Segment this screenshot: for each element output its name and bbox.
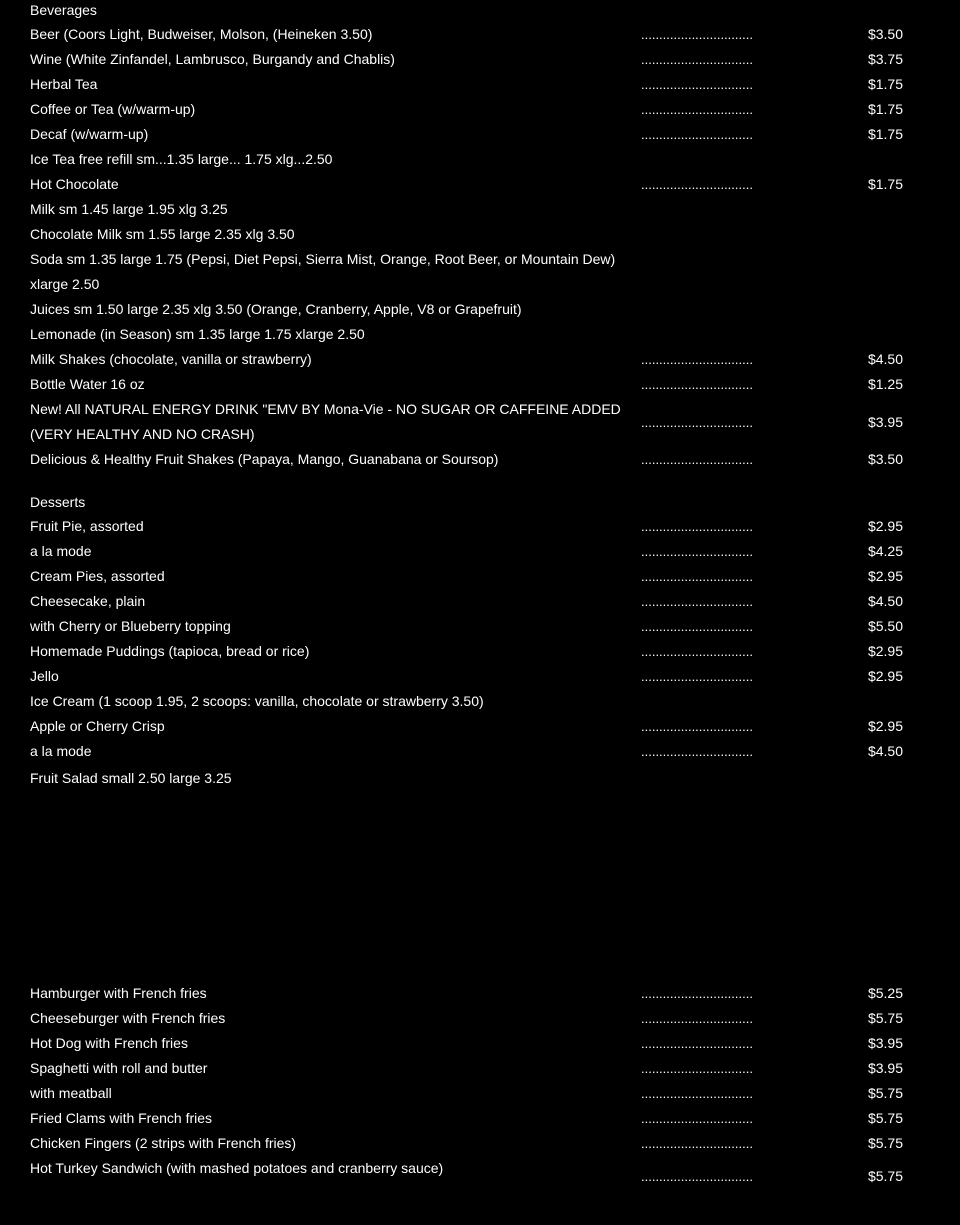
menu-item: [30, 72, 930, 97]
item-name: Spaghetti with roll and butter: [30, 1060, 208, 1076]
item-price: $3.95: [867, 1060, 903, 1076]
item-price: $2.95: [867, 668, 903, 684]
item-dots: ...............................: [641, 102, 753, 117]
menu-item: [30, 1056, 930, 1081]
item-dots: ...............................: [641, 452, 753, 467]
menu-item: [30, 689, 930, 714]
item-price: $4.50: [867, 593, 903, 609]
item-price: $1.25: [867, 376, 903, 392]
item-price: $5.75: [867, 1010, 903, 1026]
desserts-list: [30, 514, 930, 764]
item-price: $3.50: [867, 26, 903, 42]
menu-item: [30, 447, 930, 472]
menu-item: [30, 1006, 930, 1031]
item-dots: ...............................: [641, 1061, 753, 1076]
menu-item: [30, 539, 930, 564]
item-price: $4.25: [867, 543, 903, 559]
menu-item: [30, 122, 930, 147]
menu-item: [30, 1131, 930, 1156]
item-dots: ...............................: [641, 744, 753, 759]
menu-item: [30, 197, 930, 222]
item-dots: ...............................: [641, 414, 753, 430]
menu-item: [30, 97, 930, 122]
menu-item: [30, 22, 930, 47]
item-dots: ...............................: [641, 719, 753, 734]
item-dots: ...............................: [641, 569, 753, 584]
item-price: $1.75: [867, 101, 903, 117]
item-name: Homemade Puddings (tapioca, bread or rice): [30, 643, 310, 659]
item-dots: ...............................: [641, 669, 753, 684]
item-dots: ...............................: [641, 27, 753, 42]
item-price: $5.75: [867, 1168, 903, 1184]
item-price: $2.95: [867, 518, 903, 534]
desserts-section: [30, 492, 930, 764]
beverages-heading: Beverages: [30, 2, 97, 18]
item-dots: ...............................: [641, 594, 753, 609]
menu-item: [30, 172, 930, 197]
item-price: $1.75: [867, 76, 903, 92]
item-price: $5.25: [867, 985, 903, 1001]
menu-item: [30, 397, 930, 447]
beverages-section: [30, 0, 930, 472]
menu-item: [30, 222, 930, 247]
item-name: New! All NATURAL ENERGY DRINK "EMV BY Mona-Vie - NO SUGAR OR CAFFEINE ADDED (VERY HEALTHY AND NO CRASH): [30, 401, 621, 442]
item-dots: ...............................: [641, 519, 753, 534]
menu-item: [30, 639, 930, 664]
item-price: $3.95: [867, 413, 903, 430]
menu-item: [30, 322, 930, 347]
item-price: $5.75: [867, 1135, 903, 1151]
item-name: Fruit Pie, assorted: [30, 518, 144, 534]
menu-item: [30, 147, 930, 172]
item-name: Hot Chocolate: [30, 176, 119, 192]
item-name: Lemonade (in Season) sm 1.35 large 1.75 xlarge 2.50: [30, 326, 365, 342]
item-name: Fried Clams with French fries: [30, 1110, 213, 1126]
menu-item: [30, 739, 930, 764]
menu-item: [30, 247, 930, 272]
item-dots: ...............................: [641, 986, 753, 1001]
clipped-row-viewport: [0, 766, 960, 786]
item-name: Chicken Fingers (2 strips with French fries): [30, 1135, 297, 1151]
menu-item: [30, 347, 930, 372]
item-dots: ...............................: [641, 544, 753, 559]
item-name: a la mode: [30, 543, 92, 559]
item-dots: ...............................: [641, 1086, 753, 1101]
item-dots: ...............................: [641, 77, 753, 92]
item-name: Juices sm 1.50 large 2.35 xlg 3.50 (Orange, Cranberry, Apple, V8 or Grapefruit): [30, 301, 522, 317]
item-price: $1.75: [867, 176, 903, 192]
menu-item: [30, 564, 930, 589]
item-name: Hot Dog with French fries: [30, 1035, 188, 1051]
item-dots: ...............................: [641, 619, 753, 634]
item-dots: ...............................: [641, 352, 753, 367]
menu-item: [30, 614, 930, 639]
menu-item: [30, 514, 930, 539]
menu-item: [30, 1031, 930, 1056]
item-price: $3.75: [867, 51, 903, 67]
menu-item: [30, 47, 930, 72]
item-name-cut-off: Fruit Salad small 2.50 large 3.25: [30, 770, 232, 786]
item-name: Jello: [30, 668, 59, 684]
item-price: $4.50: [867, 743, 903, 759]
item-price: $3.50: [867, 451, 903, 467]
item-dots: ...............................: [641, 644, 753, 659]
item-dots: ...............................: [641, 1011, 753, 1026]
item-price: $2.95: [867, 718, 903, 734]
item-name: with Cherry or Blueberry topping: [30, 618, 231, 634]
item-name: Cream Pies, assorted: [30, 568, 165, 584]
item-price: $2.95: [867, 568, 903, 584]
item-price: $3.95: [867, 1035, 903, 1051]
item-name: with meatball: [30, 1085, 112, 1101]
menu-item: [30, 1081, 930, 1106]
menu-item: [30, 589, 930, 614]
item-price: $5.75: [867, 1110, 903, 1126]
item-name: Beer (Coors Light, Budweiser, Molson, (Heineken 3.50): [30, 26, 373, 42]
item-dots: ...............................: [641, 1036, 753, 1051]
menu-item: [30, 1156, 930, 1196]
menu-item: [30, 664, 930, 689]
menu-item: [30, 981, 930, 1006]
item-name: Milk Shakes (chocolate, vanilla or strawberry): [30, 351, 312, 367]
item-name: Bottle Water 16 oz: [30, 376, 145, 392]
menu-item: [30, 714, 930, 739]
item-price: $2.95: [867, 643, 903, 659]
item-dots: ...............................: [641, 127, 753, 142]
item-dots: ...............................: [641, 52, 753, 67]
item-name: Coffee or Tea (w/warm-up): [30, 101, 196, 117]
item-dots: ...............................: [641, 1111, 753, 1126]
desserts-heading: Desserts: [30, 494, 86, 510]
item-name: Ice Tea free refill sm...1.35 large... 1.75 xlg...2.50: [30, 151, 333, 167]
item-name: Delicious & Healthy Fruit Shakes (Papaya, Mango, Guanabana or Soursop): [30, 451, 499, 467]
item-price: $1.75: [867, 126, 903, 142]
item-dots: ...............................: [641, 177, 753, 192]
item-name: Decaf (w/warm-up): [30, 126, 149, 142]
item-price: $4.50: [867, 351, 903, 367]
item-name: xlarge 2.50: [30, 276, 100, 292]
item-dots: ...............................: [641, 1136, 753, 1151]
item-price: $5.50: [867, 618, 903, 634]
item-name: Wine (White Zinfandel, Lambrusco, Burgandy and Chablis): [30, 51, 395, 67]
item-name: Cheesecake, plain: [30, 593, 146, 609]
item-name: a la mode: [30, 743, 92, 759]
menu-item: [30, 1106, 930, 1131]
item-name: Hot Turkey Sandwich (with mashed potatoes and cranberry sauce): [30, 1160, 444, 1176]
main-dishes-list: [30, 981, 930, 1196]
item-name: Soda sm 1.35 large 1.75 (Pepsi, Diet Pepsi, Sierra Mist, Orange, Root Beer, or Mountain Dew): [30, 251, 616, 267]
item-price: $5.75: [867, 1085, 903, 1101]
item-dots: ...............................: [641, 1169, 753, 1184]
item-name: Hamburger with French fries: [30, 985, 207, 1001]
menu-item: [30, 297, 930, 322]
item-name: Herbal Tea: [30, 76, 98, 92]
item-name: Apple or Cherry Crisp: [30, 718, 165, 734]
item-name: Milk sm 1.45 large 1.95 xlg 3.25: [30, 201, 228, 217]
item-name: Ice Cream (1 scoop 1.95, 2 scoops: vanilla, chocolate or strawberry 3.50): [30, 693, 484, 709]
item-name: Cheeseburger with French fries: [30, 1010, 226, 1026]
menu-item: [30, 272, 930, 297]
menu-item: [30, 372, 930, 397]
item-name: Chocolate Milk sm 1.55 large 2.35 xlg 3.50: [30, 226, 295, 242]
main-dishes-section: [30, 981, 930, 1196]
item-dots: ...............................: [641, 377, 753, 392]
beverages-list: [30, 22, 930, 472]
